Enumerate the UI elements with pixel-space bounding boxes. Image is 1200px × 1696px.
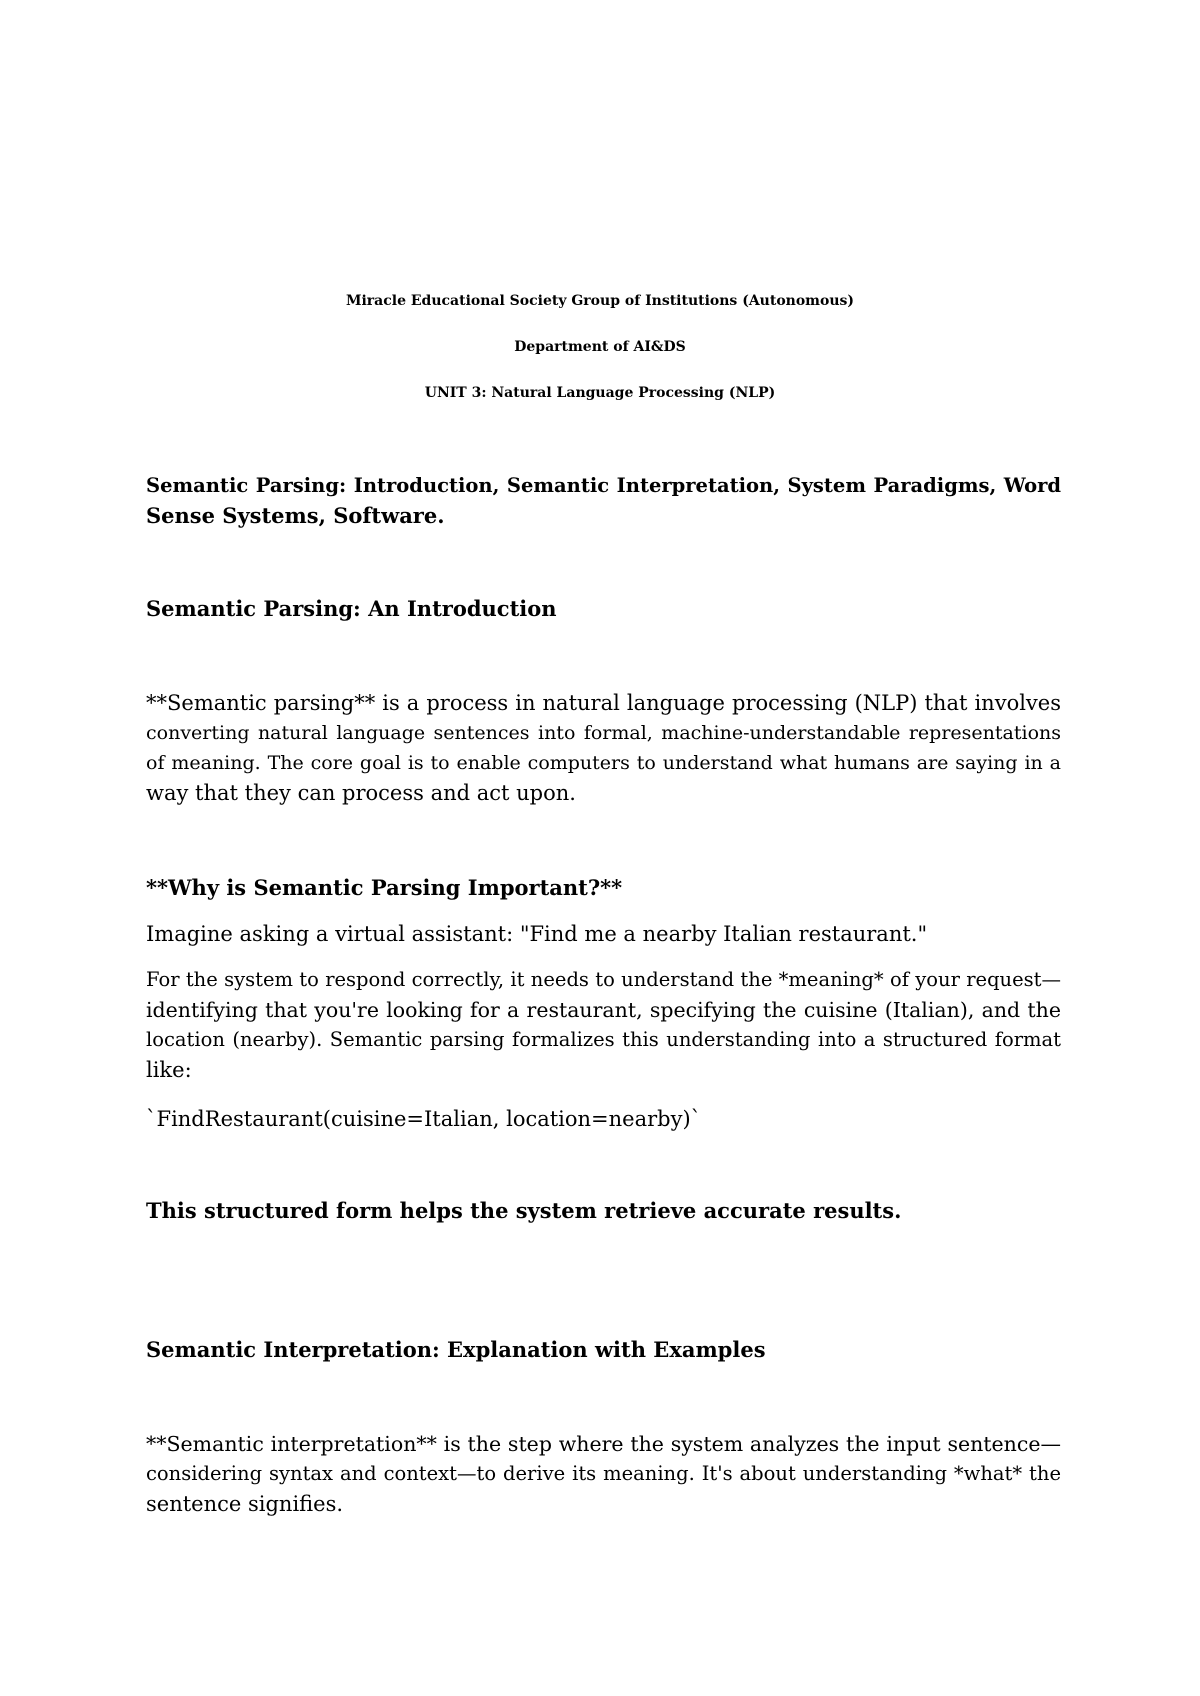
- paragraph-line: like:: [146, 1058, 192, 1082]
- topics-list: [146, 471, 1061, 531]
- paragraph-line: identifying that you're looking for a restaurant, specifying the cuisine (Italian), and the: [146, 998, 1061, 1022]
- interpretation-paragraph: [146, 1429, 1061, 1519]
- paragraph-line: **Semantic interpretation** is the step where the system analyzes the input sentence—: [146, 1432, 1061, 1456]
- topics-line-2: Sense Systems, Software.: [146, 503, 445, 528]
- unit-title: UNIT 3: Natural Language Processing (NLP): [424, 385, 776, 401]
- institution-title: Miracle Educational Society Group of Institutions (Autonomous): [345, 293, 855, 309]
- section-heading-importance: **Why is Semantic Parsing Important?**: [146, 875, 623, 900]
- paragraph-line: **Semantic parsing** is a process in natural language processing (NLP) that involves: [146, 691, 1061, 715]
- section-heading-interpretation: Semantic Interpretation: Explanation with Examples: [146, 1337, 766, 1362]
- department-title: Department of AI&DS: [514, 339, 686, 355]
- code-example: `FindRestaurant(cuisine=Italian, location=nearby)`: [146, 1107, 702, 1131]
- example-intro: Imagine asking a virtual assistant: "Find me a nearby Italian restaurant.": [146, 922, 928, 946]
- section-heading-semantic-parsing: Semantic Parsing: An Introduction: [146, 596, 557, 621]
- paragraph-line: way that they can process and act upon.: [146, 781, 576, 805]
- importance-paragraph: [146, 965, 1061, 1085]
- conclusion-statement: This structured form helps the system retrieve accurate results.: [146, 1198, 902, 1223]
- paragraph-line: converting natural language sentences into formal, machine-understandable representations: [146, 722, 1061, 744]
- paragraph-line: of meaning. The core goal is to enable computers to understand what humans are saying in a: [146, 752, 1061, 774]
- paragraph-line: considering syntax and context—to derive its meaning. It's about understanding *what* the: [146, 1462, 1061, 1485]
- paragraph-line: sentence signifies.: [146, 1492, 344, 1516]
- semantic-parsing-paragraph: [146, 688, 1061, 808]
- paragraph-line: For the system to respond correctly, it needs to understand the *meaning* of your request—: [146, 968, 1061, 991]
- topics-line-1: Semantic Parsing: Introduction, Semantic Interpretation, System Paradigms, Word: [146, 474, 1061, 497]
- paragraph-line: location (nearby). Semantic parsing formalizes this understanding into a structured format: [146, 1028, 1061, 1051]
